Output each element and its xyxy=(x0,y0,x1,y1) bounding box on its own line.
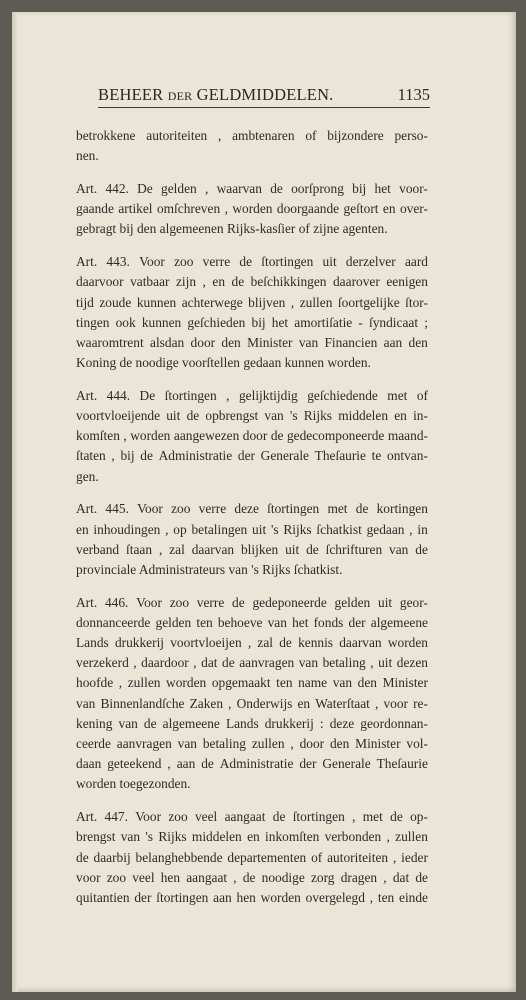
text-line: daan geteekend , aan de Administratie der Generale Theſaurie xyxy=(76,756,428,772)
text-line: provinciale Administrateurs van 's Rijks ſchatkist. xyxy=(76,561,343,577)
paragraph-gap xyxy=(76,373,428,386)
text-line: quitantien der ſtortingen aan hen worden overgelegd , ten einde xyxy=(76,889,428,905)
text-line: hoofde , zullen worden opgemaakt ten name van den Minister xyxy=(76,675,428,691)
running-title xyxy=(98,85,334,105)
text-line: gebragt bij den algemeenen Rijks-kasſier of zijne agenten. xyxy=(76,221,388,237)
paragraph-gap xyxy=(76,487,428,500)
header-rule xyxy=(98,107,430,108)
text-line: Art. 444. De ſtortingen , gelijktijdig geſchiedende met of xyxy=(76,387,428,403)
text-line: en inhoudingen , op betalingen uit 's Rijks ſchatkist gedaan , in xyxy=(76,521,428,537)
text-line: worden toegezonden. xyxy=(76,776,191,792)
text-line: gaande artikel omſchreven , worden doorgaande geſtort en over- xyxy=(76,201,428,217)
body-text xyxy=(76,126,428,908)
text-line: Art. 445. Voor zoo verre deze ſtortingen met de kortingen xyxy=(76,501,428,517)
text-line: ceerde aanvragen van betaling zullen , door den Minister vol- xyxy=(76,736,428,752)
running-title-part2: DER xyxy=(167,89,193,103)
text-line: betrokkene autoriteiten , ambtenaren of bijzondere perso- xyxy=(76,128,428,143)
text-line: daarvoor vatbaar zijn , en de beſchikkingen daarover eenigen xyxy=(76,274,428,290)
running-title-part3: GELDMIDDELEN. xyxy=(196,85,334,104)
page-number: 1135 xyxy=(397,85,430,104)
text-line: Art. 443. Voor zoo verre de ſtortingen uit derzelver aard xyxy=(76,254,428,270)
text-line: Lands drukkerij voortvloeijen , zal de kennis daarvan worden xyxy=(76,635,428,651)
text-line: tingen ook kunnen geſchieden bij het amortiſatie - ſyndicaat ; xyxy=(76,314,428,330)
text-line: donnanceerde gelden ten behoeve van het fonds der algemeene xyxy=(76,614,428,630)
page-header xyxy=(98,85,430,109)
text-line: tijd zoude kunnen achterwege blijven , zullen ſoortgelijke ſtor- xyxy=(76,294,428,310)
text-line: Art. 446. Voor zoo verre de gedeponeerde gelden uit geor- xyxy=(76,594,428,610)
text-line: verzekerd , daardoor , dat de aanvragen van betaling , uit dezen xyxy=(76,655,428,671)
text-line: komſten , worden aangewezen door de gedecomponeerde maand- xyxy=(76,428,428,444)
paragraph-gap xyxy=(76,166,428,179)
page-spine-shadow xyxy=(12,12,18,992)
text-line: de daarbij belanghebbende departementen of autoriteiten , ieder xyxy=(76,849,428,865)
text-line: Art. 447. Voor zoo veel aangaat de ſtortingen , met de op- xyxy=(76,809,428,825)
text-line: van Binnenlandſche Zaken , Onderwijs en Waterſtaat , voor re- xyxy=(76,695,428,711)
text-line: voor zoo veel hen aangaat , de noodige zorg dragen , dat de xyxy=(76,869,428,885)
text-line: kening van de algemeene Lands drukkerij : deze geordonnan- xyxy=(76,715,428,731)
paragraph-gap xyxy=(76,580,428,593)
paragraph-gap xyxy=(76,240,428,253)
text-line: gen. xyxy=(76,468,99,484)
text-line: voortvloeijende uit de opbrengst van 's Rijks middelen en in- xyxy=(76,408,428,424)
text-line: Art. 442. De gelden , waarvan de oorſprong bij het voor- xyxy=(76,180,428,196)
paragraph-gap xyxy=(76,795,428,808)
text-line: nen. xyxy=(76,148,99,164)
text-line: verband ſtaan , zal daarvan blijken uit de ſchrifturen van de xyxy=(76,541,428,557)
text-line: brengst van 's Rijks middelen en inkomſten verbonden , zullen xyxy=(76,829,428,845)
running-title-part1: BEHEER xyxy=(98,85,164,104)
text-line: waaromtrent alsdan door den Minister van Financien aan den xyxy=(76,334,428,350)
book-page xyxy=(12,12,516,992)
text-line: ſtaten , bij de Administratie der Generale Theſaurie te ontvan- xyxy=(76,448,428,464)
text-line: Koning de noodige voorſtellen gedaan kunnen worden. xyxy=(76,355,371,371)
